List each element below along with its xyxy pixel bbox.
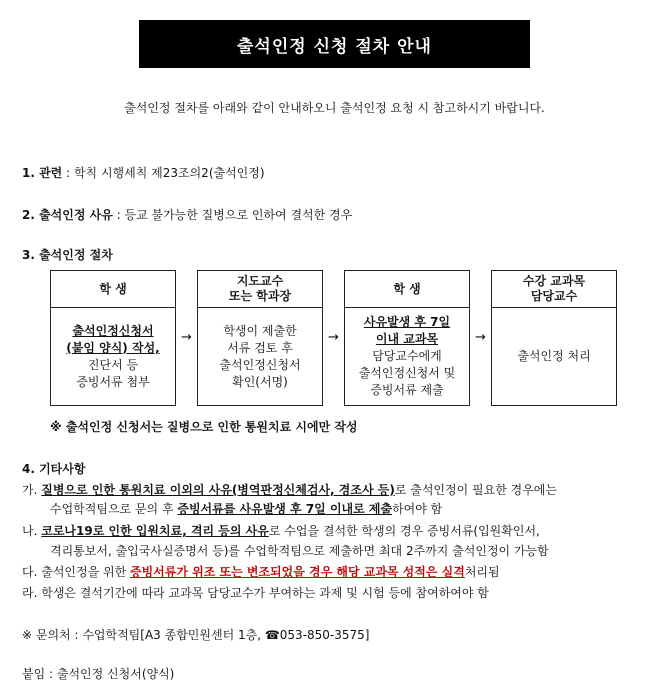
item-na-bold: 코로나19로 인한 입원치료, 격리 등의 사유: [41, 524, 269, 538]
flow-arrow: →: [328, 330, 339, 345]
item-ga-line2c: 하여야 함: [392, 502, 443, 516]
flow-step-instructor: [491, 270, 617, 406]
item-da-red: 증빙서류가 위조 또는 변조되었을 경우 해당 교과목 성적은 실격: [130, 565, 465, 579]
section-procedure-label: 3. 출석인정 절차: [22, 248, 113, 262]
section-procedure: [22, 246, 113, 263]
flow-step-head: [492, 271, 616, 308]
item-na-line2: 격리통보서, 출입국사실증명서 등)를 수업학적팀으로 제출하면 최대 2주까지 출석인정이 가능함: [50, 544, 549, 558]
item-ga-line2b: 증빙서류를 사유발생 후 7일 이내로 제출: [177, 502, 393, 516]
flow-body-line: 이내 교과목: [375, 332, 439, 346]
item-ga-rest: 로 출석인정이 필요한 경우에는: [394, 483, 557, 497]
flow-body-line: 진단서 등: [87, 357, 139, 372]
flow-arrow: →: [181, 330, 192, 345]
flow-step-body: [492, 308, 616, 405]
flow-body-line: 학생이 제출한: [223, 323, 297, 338]
flow-head-text: 학 생: [393, 281, 421, 296]
flow-body-line: 출석인정신청서 및: [358, 366, 456, 380]
section-reason-label: 2. 출석인정 사유: [22, 208, 113, 222]
flow-head-text: 학 생: [99, 281, 127, 296]
section-related-text: : 학칙 시행세칙 제23조의2(출석인정): [62, 166, 265, 180]
flow-step-body: [51, 308, 175, 405]
flow-body-line: 확인(서명): [232, 374, 288, 389]
item-ga-bold: 질병으로 인한 통원치료 이외의 사유(병역판정신체검사, 경조사 등): [41, 483, 395, 497]
item-da-prefix: 다. 출석인정을 위한: [22, 565, 130, 579]
attachment-note: 붙임 : 출석인정 신청서(양식): [22, 667, 175, 681]
section-other: [22, 460, 85, 477]
section-other-label: 4. 기타사항: [22, 462, 86, 476]
section-reason-text: : 등교 불가능한 질병으로 인하여 결석한 경우: [112, 208, 353, 222]
item-da: [22, 563, 500, 580]
item-ga-line1: [22, 481, 557, 498]
section-related: [22, 164, 265, 181]
flow-step-head: [198, 271, 322, 308]
section-related-label: 1. 관련: [22, 166, 63, 180]
item-da-rest: 처리됨: [464, 565, 500, 579]
contact-info: ※ 문의처 : 수업학적팀[A3 종합민원센터 1층, ☎053-850-3575]: [22, 628, 370, 642]
item-na-rest: 로 수업을 결석한 학생의 경우 증빙서류(입원확인서,: [268, 524, 540, 538]
flow-body-line: (붙임 양식) 작성,: [66, 340, 160, 355]
flow-step-student-2: [344, 270, 470, 406]
flow-body-line: 출석인정신청서: [219, 357, 301, 372]
item-ga-line2: [50, 500, 442, 517]
flow-step-body: [198, 308, 322, 405]
section-reason: [22, 206, 352, 223]
flow-step-head: [51, 271, 175, 308]
item-ra: 라. 학생은 결석기간에 따라 교과목 담당교수가 부여하는 과제 및 시험 등에 참여하여야 함: [22, 586, 489, 600]
flow-body-line: 증빙서류 첨부: [76, 374, 150, 389]
flow-head-text: 수강 교과목: [522, 274, 586, 288]
item-ga-prefix: 가.: [22, 483, 42, 497]
item-ga-line2a: 수업학적팀으로 문의 후: [50, 502, 178, 516]
flow-body-line: 출석인정신청서: [72, 323, 154, 338]
flow-step-student-1: [50, 270, 176, 406]
flow-arrow: →: [475, 330, 486, 345]
intro-text: 출석인정 절차를 아래와 같이 안내하오니 출석인정 요청 시 참고하시기 바랍니다.: [124, 101, 545, 115]
flow-head-text: 또는 학과장: [228, 289, 292, 303]
flow-body-line: 증빙서류 제출: [370, 383, 444, 397]
item-na-line1: [22, 522, 540, 539]
flow-step-body: [345, 308, 469, 405]
flow-note: ※ 출석인정 신청서는 질병으로 인한 통원치료 시에만 작성: [50, 420, 358, 434]
flow-head-text: 담당교수: [530, 289, 578, 303]
item-na-prefix: 나.: [22, 524, 42, 538]
flow-body-line: 서류 검토 후: [227, 340, 293, 355]
flow-step-advisor: [197, 270, 323, 406]
flow-step-head: [345, 271, 469, 308]
flow-body-line: 사유발생 후 7일: [363, 315, 451, 329]
flow-body-line: 담당교수에게: [372, 349, 442, 363]
flow-head-text: 지도교수: [236, 274, 284, 288]
flow-body-line: 출석인정 처리: [517, 349, 591, 363]
page-title: 출석인정 신청 절차 안내: [139, 20, 530, 68]
